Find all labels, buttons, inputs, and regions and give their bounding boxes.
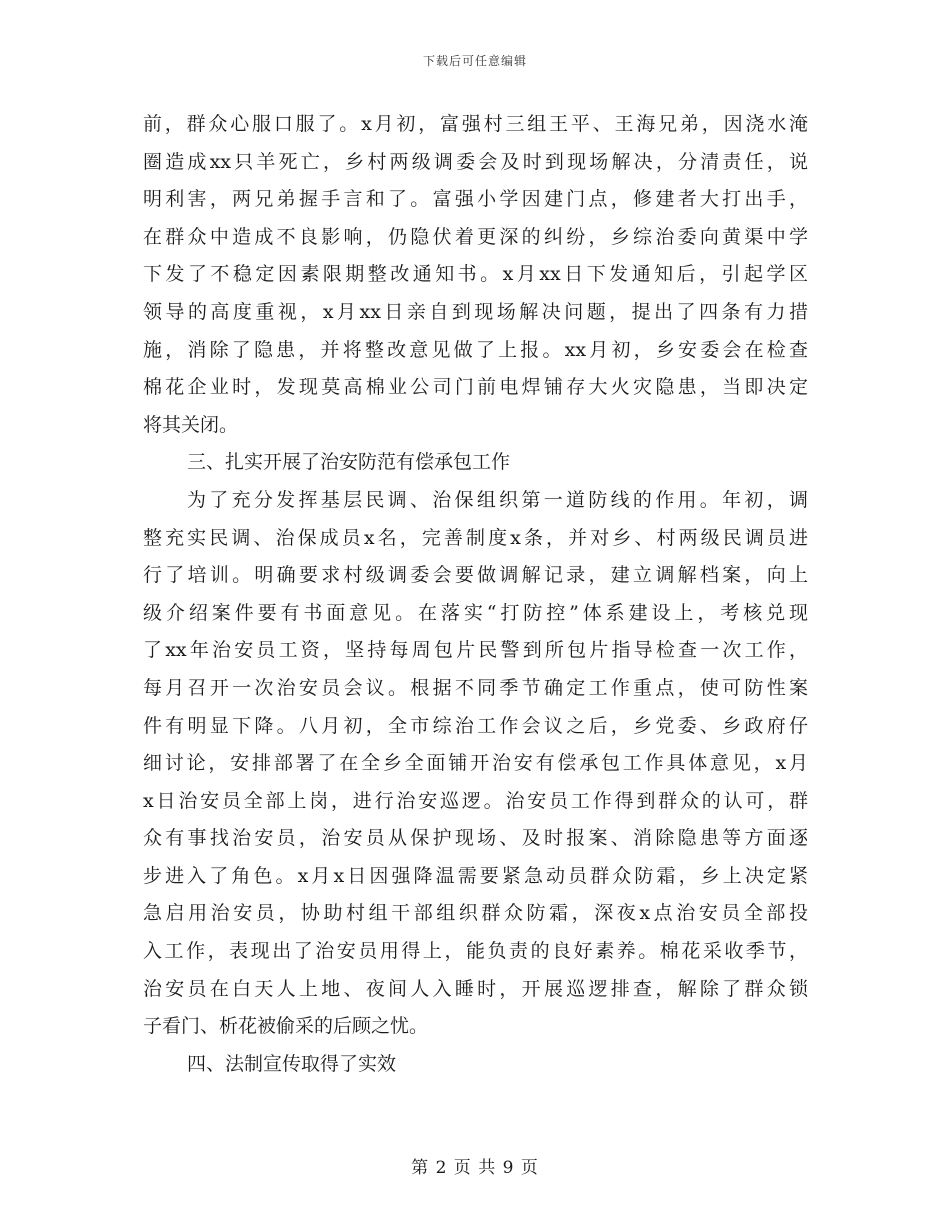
text-line: 急启用治安员，协助村组干部组织群众防霜，深夜x点治安员全部投 [143,902,808,925]
text-line: 子看门、析花被偷采的后顾之忧。 [143,1015,429,1038]
text-line: 件有明显下降。八月初，全市综治工作会议之后，乡党委、乡政府仔 [143,714,808,737]
text-line: 施，消除了隐患，并将整改意见做了上报。xx月初，乡安委会在检查 [143,338,808,361]
text-line: 棉花企业时，发现莫高棉业公司门前电焊铺存大火灾隐患，当即决定 [143,376,808,399]
text-line: 入工作，表现出了治安员用得上，能负责的良好素养。棉花采收季节， [143,940,808,963]
text-line: 下发了不稳定因素限期整改通知书。x月xx日下发通知后，引起学区 [143,263,808,286]
text-line: 明利害，两兄弟握手言和了。富强小学因建门点，修建者大打出手， [143,188,808,211]
text-line: x日治安员全部上岗，进行治安巡逻。治安员工作得到群众的认可，群 [143,789,808,812]
text-line: 将其关闭。 [143,413,239,436]
text-line: 步进入了角色。x月x日因强降温需要紧急动员群众防霜，乡上决定紧 [143,864,808,887]
text-line: 为了充分发挥基层民调、治保组织第一道防线的作用。年初，调 [187,488,808,511]
section-heading: 四、法制宣传取得了实效 [187,1052,397,1075]
text-line: 细讨论，安排部署了在全乡全面铺开治安有偿承包工作具体意见，x月 [143,752,808,775]
text-line: 治安员在白天人上地、夜间人入睡时，开展巡逻排查，解除了群众锁 [143,977,808,1000]
text-line: 行了培训。明确要求村级调委会要做调解记录，建立调解档案，向上 [143,564,808,587]
text-line: 级介绍案件要有书面意见。在落实“打防控”体系建设上，考核兑现 [143,601,808,624]
text-line: 了xx年治安员工资，坚持每周包片民警到所包片指导检查一次工作， [143,639,808,662]
text-line: 领导的高度重视，x月xx日亲自到现场解决问题，提出了四条有力措 [143,300,808,323]
text-line: 每月召开一次治安员会议。根据不同季节确定工作重点，使可防性案 [143,676,808,699]
section-heading: 三、扎实开展了治安防范有偿承包工作 [187,451,511,474]
document-body [143,106,808,1083]
page-number: 第 2 页 共 9 页 [411,1158,539,1178]
page-header: 下载后可任意编辑 [422,54,527,68]
text-line: 圈造成xx只羊死亡，乡村两级调委会及时到现场解决，分清责任，说 [143,150,808,173]
text-line: 众有事找治安员，治安员从保护现场、及时报案、消除隐患等方面逐 [143,827,808,850]
text-line: 整充实民调、治保成员x名，完善制度x条，并对乡、村两级民调员进 [143,526,808,549]
text-line: 前，群众心服口服了。x月初，富强村三组王平、王海兄弟，因浇水淹 [143,113,808,135]
text-line: 在群众中造成不良影响，仍隐伏着更深的纠纷，乡综治委向黄渠中学 [143,225,808,248]
